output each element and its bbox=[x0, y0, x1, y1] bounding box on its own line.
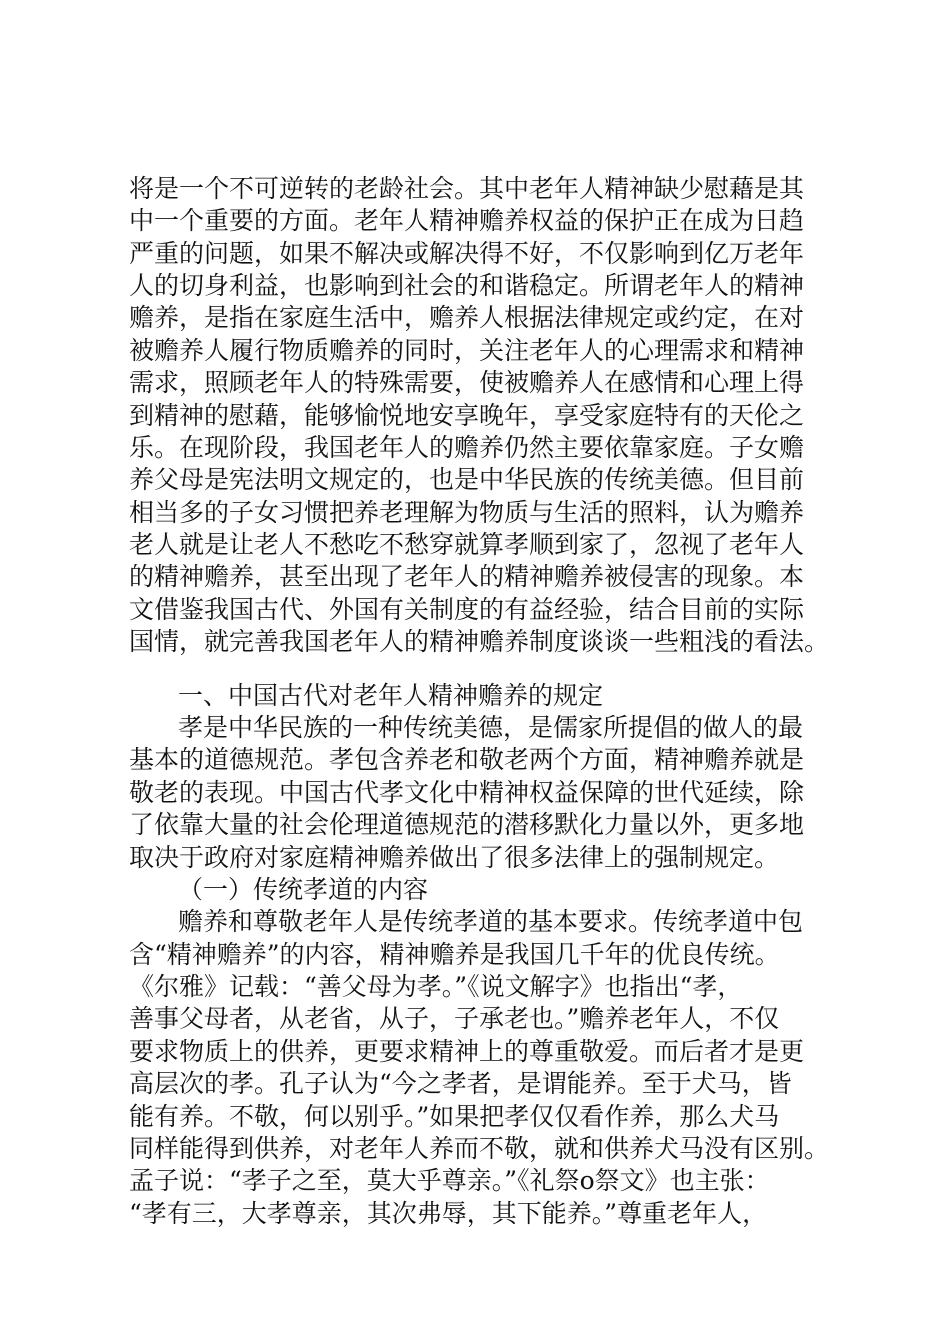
body-text-line: 相当多的子女习惯把养老理解为物质与生活的照料，认为赡养 bbox=[129, 498, 805, 527]
body-text-line: 高层次的孝。孔子认为“今之孝者，是谓能养。至于犬马，皆 bbox=[129, 1069, 792, 1098]
body-text-line: 的精神赡养，甚至出现了老年人的精神赡养被侵害的现象。本 bbox=[129, 562, 805, 591]
body-text-line: 赡养，是指在家庭生活中，赡养人根据法律规定或约定，在对 bbox=[129, 303, 805, 332]
body-text-line: 基本的道德规范。孝包含养老和敬老两个方面，精神赡养就是 bbox=[129, 745, 805, 774]
body-text-line: “孝有三，大孝尊亲，其次弗辱，其下能养。”尊重老年人， bbox=[129, 1199, 768, 1228]
body-text-line: 老人就是让老人不愁吃不愁穿就算孝顺到家了，忽视了老年人 bbox=[129, 530, 805, 559]
section-heading: 一、中国古代对老年人精神赡养的规定 bbox=[178, 681, 604, 710]
body-text-line: 含“精神赡养”的内容，精神赡养是我国几千年的优良传统。 bbox=[129, 940, 780, 969]
body-text-line: 将是一个不可逆转的老龄社会。其中老年人精神缺少慰藉是其 bbox=[129, 174, 805, 203]
body-text-line: 中一个重要的方面。老年人精神赡养权益的保护正在成为日趋 bbox=[129, 206, 805, 235]
body-text-line: 赡养和尊敬老年人是传统孝道的基本要求。传统孝道中包 bbox=[178, 907, 804, 936]
body-text-line: 需求，照顾老年人的特殊需要，使被赡养人在感情和心理上得 bbox=[129, 368, 805, 397]
body-text-line: 国情，就完善我国老年人的精神赡养制度谈谈一些粗浅的看法。 bbox=[129, 627, 830, 656]
body-text-line: 同样能得到供养，对老年人养而不敬，就和供养犬马没有区别。 bbox=[129, 1134, 830, 1163]
body-text-line: 养父母是宪法明文规定的，也是中华民族的传统美德。但目前 bbox=[129, 465, 805, 494]
body-text-line: 敬老的表现。中国古代孝文化中精神权益保障的世代延续，除 bbox=[129, 778, 805, 807]
body-text-line: 文借鉴我国古代、外国有关制度的有益经验，结合目前的实际 bbox=[129, 595, 805, 624]
body-text-line: 人的切身利益，也影响到社会的和谐稳定。所谓老年人的精神 bbox=[129, 271, 805, 300]
body-text-line: 孝是中华民族的一种传统美德，是儒家所提倡的做人的最 bbox=[178, 713, 804, 742]
body-text-line: 取决于政府对家庭精神赡养做出了很多法律上的强制规定。 bbox=[129, 843, 780, 872]
body-text-line: 能有养。不敬，何以别乎。”如果把孝仅仅看作养，那么犬马 bbox=[129, 1102, 780, 1131]
body-text-line: 乐。在现阶段，我国老年人的赡养仍然主要依靠家庭。子女赡 bbox=[129, 433, 805, 462]
body-text-line: 要求物质上的供养，更要求精神上的尊重敬爱。而后者才是更 bbox=[129, 1037, 805, 1066]
body-text-line: 被赡养人履行物质赡养的同时，关注老年人的心理需求和精神 bbox=[129, 336, 805, 365]
body-text-line: 了依靠大量的社会伦理道德规范的潜移默化力量以外，更多地 bbox=[129, 810, 805, 839]
body-text-line: 《尔雅》记载：“善父母为孝。”《说文解字》也指出“孝， bbox=[129, 972, 743, 1001]
subsection-heading: （一）传统孝道的内容 bbox=[178, 875, 429, 904]
body-text-line: 严重的问题，如果不解决或解决得不好，不仅影响到亿万老年 bbox=[129, 239, 805, 268]
body-text-line: 到精神的慰藉，能够愉悦地安享晚年，享受家庭特有的天伦之 bbox=[129, 401, 805, 430]
body-text-line: 孟子说：“孝子之至，莫大乎尊亲。”《礼祭ο祭文》也主张： bbox=[129, 1166, 770, 1195]
body-text-line: 善事父母者，从老省，从子，子承老也。”赡养老年人，不仅 bbox=[129, 1004, 780, 1033]
